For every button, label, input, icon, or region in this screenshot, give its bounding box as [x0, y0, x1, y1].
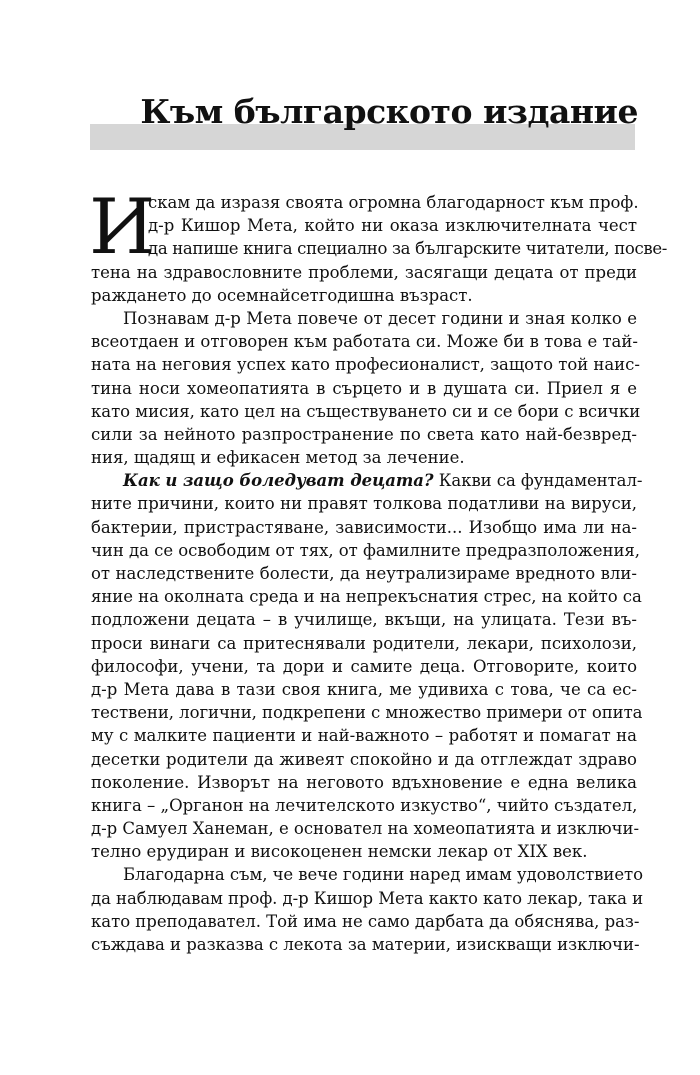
text-line: д-р Кишор Мета, който ни оказа изключителната чест — [148, 216, 637, 236]
text-line: раждането до осемнайсетгодишна възраст. — [91, 285, 473, 305]
text-line: ните причини, които ни правят толкова податливи на вируси, — [91, 494, 637, 514]
text-line: като мисия, като цел на съществуването си и се бори с всички — [91, 401, 641, 421]
text-line: му с малките пациенти и най-важното – работят и помагат на — [91, 726, 637, 746]
text-line: чин да се освободим от тях, от фамилните предразположения, — [91, 540, 641, 560]
text-line-content: Какви са фундаментал- — [438, 471, 643, 491]
text-line: поколение. Изворът на неговото вдъхновение е една велика — [91, 772, 637, 792]
emphasis-question: Как и защо боледуват децата? — [123, 471, 434, 491]
text-line: тена на здравословните проблеми, засягащи децата от преди — [91, 262, 637, 282]
text-line: подложени децата – в училище, вкъщи, на улицата. Тези въ- — [91, 610, 637, 630]
text-line: тествени, логични, подкрепени с множество примери от опита — [91, 703, 643, 723]
text-line — [91, 469, 643, 492]
text-line: ния, щадящ и ефикасен метод за лечение. — [91, 448, 465, 468]
text-line: яние на околната среда и на непрекъснатия стрес, на който са — [91, 587, 642, 607]
body-text — [89, 182, 668, 956]
text-line: Благодарна съм, че вече години наред имам удоволствието — [123, 865, 643, 885]
text-line: десетки родители да живеят спокойно и да отглеждат здраво — [91, 749, 637, 769]
text-line: като преподавател. Той има не само дарбата да обяснява, раз- — [91, 911, 640, 931]
text-line: сили за нейното разпространение по света като най-безвред- — [91, 424, 637, 444]
drop-cap: И — [89, 182, 156, 271]
text-line: бактерии, пристрастяване, зависимости... Изобщо има ли на- — [91, 517, 637, 537]
text-line: проси винаги са притеснявали родители, лекари, психолози, — [91, 633, 637, 653]
text-line: Познавам д-р Мета повече от десет години и зная колко е — [123, 308, 637, 328]
text-line: философи, учени, та дори и самите деца. Отговорите, които — [91, 656, 637, 676]
text-line: да напише книга специално за българските читатели, посве- — [148, 239, 668, 259]
text-line: д-р Мета дава в тази своя книга, ме удивиха с това, че са ес- — [91, 679, 637, 699]
text-line: всеотдаен и отговорен към работата си. Може би в това е тай- — [91, 332, 638, 352]
text-line: да наблюдавам проф. д-р Кишор Мета както като лекар, така и — [91, 888, 644, 908]
page-title: Към българското издание — [140, 92, 638, 131]
text-line-content: скам да изразя своята огромна благодарност към проф. — [148, 193, 639, 212]
text-line: от наследствените болести, да неутрализираме вредното вли- — [91, 564, 637, 583]
text-line: телно ерудиран и високоценен немски лекар от XIX век. — [91, 842, 588, 862]
text-line: съждава и разказва с лекота за материи, изискващи изключи- — [91, 935, 640, 954]
text-line: книга – „Органон на лечителското изкуство“, чийто създател, — [91, 795, 638, 815]
text-line: тина носи хомеопатията в сърцето и в душата си. Приел я е — [91, 378, 637, 398]
text-line: д-р Самуел Ханеман, е основател на хомеопатията и изключи- — [91, 819, 640, 839]
text-line: ната на неговия успех като професионалист, защото той наис- — [91, 355, 640, 375]
